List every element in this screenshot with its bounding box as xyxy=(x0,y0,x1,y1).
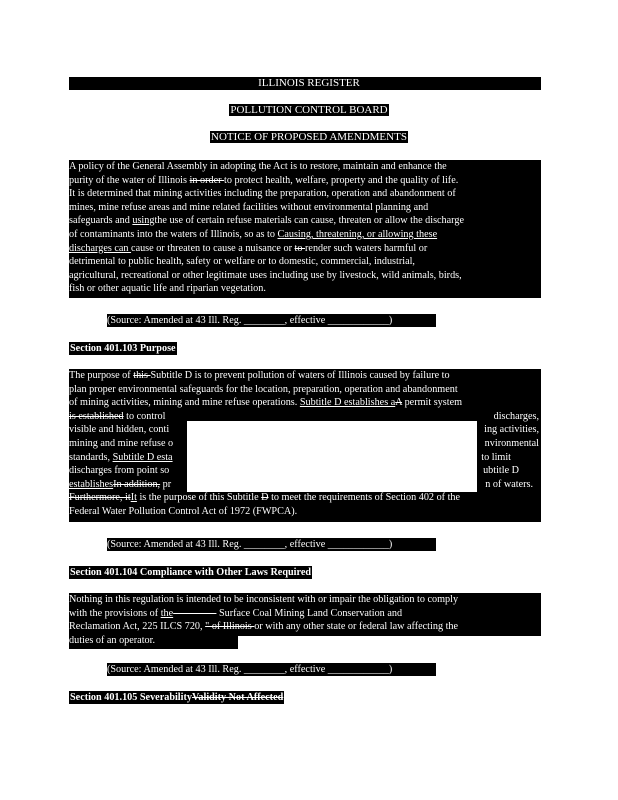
register-title: ILLINOIS REGISTER xyxy=(258,77,360,89)
notice-title: NOTICE OF PROPOSED AMENDMENTS xyxy=(211,131,407,143)
policy-paragraph: A policy of the General Assembly in adopting the Act is to restore, maintain and enhance the purity of the water of Illinois in order to protect health, welfare, property and the quality of life. It is determined that mining activities including the preparation, operation and abandonment of mines, mine refuse areas and mine related facilities without environmental planning and safeguards and usingthe use of certain refuse materials can cause, threaten or allow the discharge of contaminants into the waters of Illinois, so as to Causing, threatening, or allowing these discharges can cause or threaten to cause a nuisance or to render such waters harmful or detrimental to public health, safety or welfare or to domestic, commercial, industrial, agricultural, recreational or other legitimate uses including use by livestock, wild animals, birds, fish or other aquatic life and riparian vegetation. xyxy=(69,160,541,298)
source-note-1: (Source: Amended at 43 Ill. Reg. ________, effective ____________) xyxy=(107,314,436,327)
board-title: POLLUTION CONTROL BOARD xyxy=(230,104,388,116)
purpose-paragraph: The purpose of this Subtitle D is to prevent pollution of waters of Illinois caused by failure to plan proper environmental safeguards for the location, preparation, operation and abandonment of mining activities, mining and mine refuse operations. Subtitle D establishes aA permit system is established to control discharges, visible and hidden, conti ing activities, mining and mine refuse o nvironmental standards, Subtitle D esta to limit discharges from point so ubtitle D establishesIn addition, pr n of waters. Furthermore, itIt is the purpose of this Subtitle D to meet the requirements of Section 402 of the Federal Water Pollution Control Act of 1972 (FWPCA). xyxy=(69,369,541,522)
source-note-2: (Source: Amended at 43 Ill. Reg. ________, effective ____________) xyxy=(107,538,436,551)
section-401-105-heading: Section 401.105 SeverabilityValidity Not Affected xyxy=(70,692,284,703)
paragraph-trim xyxy=(238,636,542,650)
source-note-3: (Source: Amended at 43 Ill. Reg. ________, effective ____________) xyxy=(107,663,436,676)
redaction-block xyxy=(187,421,477,492)
section-401-103-heading: Section 401.103 Purpose xyxy=(70,343,176,354)
section-401-104-heading: Section 401.104 Compliance with Other Laws Required xyxy=(70,567,312,578)
compliance-paragraph: Nothing in this regulation is intended to be inconsistent with or impair the obligation to comply with the provisions of the Surface Coal Mining Land Conservation and Reclamation Act, 225 ILCS 720, " of Illinois or with any other state or federal law affecting the duties of an operator. xyxy=(69,593,541,649)
